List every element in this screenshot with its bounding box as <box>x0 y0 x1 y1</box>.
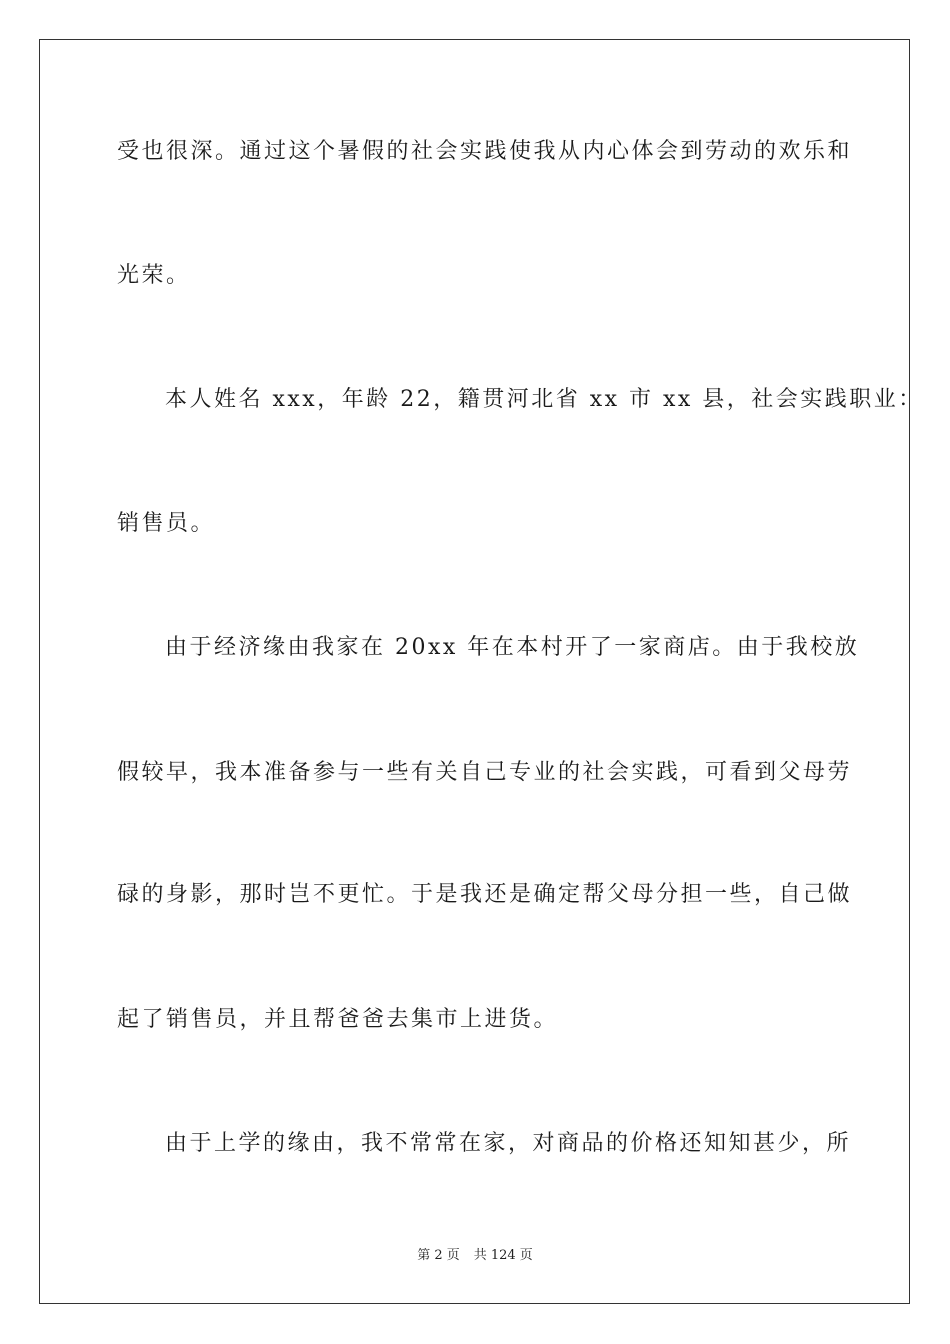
text-line-1: 受也很深。通过这个暑假的社会实践使我从内心体会到劳动的欢乐和 <box>117 139 853 164</box>
page-total: 共 124 页 <box>473 1248 533 1263</box>
text-line-4: 销售员。 <box>117 511 216 536</box>
text-line-6: 假较早，我本准备参与一些有关自己专业的社会实践，可看到父母劳 <box>117 760 853 785</box>
text-line-2: 光荣。 <box>117 263 191 288</box>
text-line-3: 本人姓名 xxx，年龄 22，籍贯河北省 xx 市 xx 县，社会实践职业： <box>165 387 923 412</box>
text-line-9: 由于上学的缘由，我不常常在家，对商品的价格还知知甚少，所 <box>165 1131 852 1156</box>
text-line-7: 碌的身影，那时岂不更忙。于是我还是确定帮父母分担一些，自己做 <box>117 882 853 907</box>
page-number: 第 2 页 <box>417 1248 460 1263</box>
page-frame <box>39 39 910 1304</box>
page-footer <box>0 1247 950 1265</box>
text-line-8: 起了销售员，并且帮爸爸去集市上进货。 <box>117 1007 559 1032</box>
text-line-5: 由于经济缘由我家在 20xx 年在本村开了一家商店。由于我校放 <box>165 635 860 660</box>
